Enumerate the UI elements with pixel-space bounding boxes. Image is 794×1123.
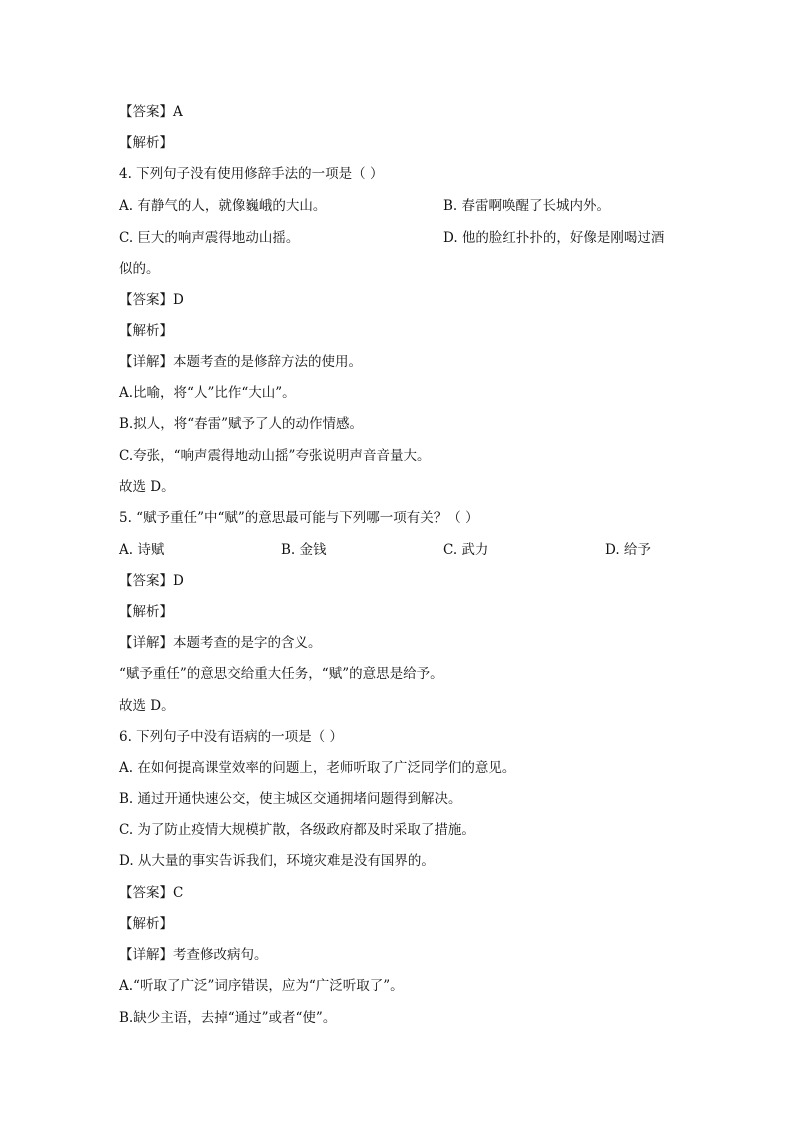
detail-explanation: 【详解】考查修改病句。 — [119, 947, 268, 963]
conclusion-line: 故选 D。 — [119, 479, 175, 495]
q4-option-a: A. 有静气的人，就像巍峨的大山。 — [119, 198, 327, 214]
explanation-line: C.夸张，“响声震得地动山摇”夸张说明声音音量大。 — [119, 448, 431, 464]
analysis-label: 【解析】 — [119, 323, 173, 339]
analysis-label: 【解析】 — [119, 135, 173, 151]
conclusion-line: 故选 D。 — [119, 698, 175, 714]
q4-option-b: B. 春雷啊唤醒了长城内外。 — [443, 198, 611, 214]
q6-option-b: B. 通过开通快速公交，使主城区交通拥堵问题得到解决。 — [119, 791, 462, 807]
question-6-stem: 6. 下列句子中没有语病的一项是（ ） — [119, 729, 343, 745]
q4-option-d: D. 他的脸红扑扑的，好像是刚喝过酒 — [443, 230, 665, 246]
q5-option-c: C. 武力 — [443, 542, 489, 558]
q6-option-c: C. 为了防止疫情大规模扩散，各级政府都及时采取了措施。 — [119, 822, 475, 838]
question-4-stem: 4. 下列句子没有使用修辞手法的一项是（ ） — [119, 166, 384, 182]
q6-option-d: D. 从大量的事实告诉我们，环境灾难是没有国界的。 — [119, 853, 435, 869]
q6-option-a: A. 在如何提高课堂效率的问题上，老师听取了广泛同学们的意见。 — [119, 760, 516, 776]
q5-option-a: A. 诗赋 — [119, 542, 165, 558]
answer-label: 【答案】C — [119, 885, 184, 901]
q5-option-b: B. 金钱 — [281, 542, 327, 558]
answer-label: 【答案】A — [119, 104, 183, 120]
analysis-label: 【解析】 — [119, 916, 173, 932]
detail-explanation: 【详解】本题考查的是字的含义。 — [119, 635, 322, 651]
answer-label: 【答案】D — [119, 292, 184, 308]
q5-option-d: D. 给予 — [605, 542, 651, 558]
answer-label: 【答案】D — [119, 573, 184, 589]
explanation-line: “赋予重任”的意思交给重大任务，“赋”的意思是给予。 — [119, 666, 444, 682]
q4-option-d-continued: 似的。 — [119, 261, 160, 277]
detail-explanation: 【详解】本题考查的是修辞方法的使用。 — [119, 354, 362, 370]
explanation-line: A.“听取了广泛”词序错误，应为“广泛听取了”。 — [119, 978, 404, 994]
q4-option-c: C. 巨大的响声震得地动山摇。 — [119, 230, 300, 246]
explanation-line: B.缺少主语，去掉“通过”或者“使”。 — [119, 1010, 337, 1026]
explanation-line: B.拟人，将“春雷”赋予了人的动作情感。 — [119, 416, 364, 432]
analysis-label: 【解析】 — [119, 604, 173, 620]
explanation-line: A.比喻，将“人”比作“大山”。 — [119, 385, 296, 401]
question-5-stem: 5. “赋予重任”中“赋”的意思最可能与下列哪一项有关？（ ） — [119, 510, 479, 526]
